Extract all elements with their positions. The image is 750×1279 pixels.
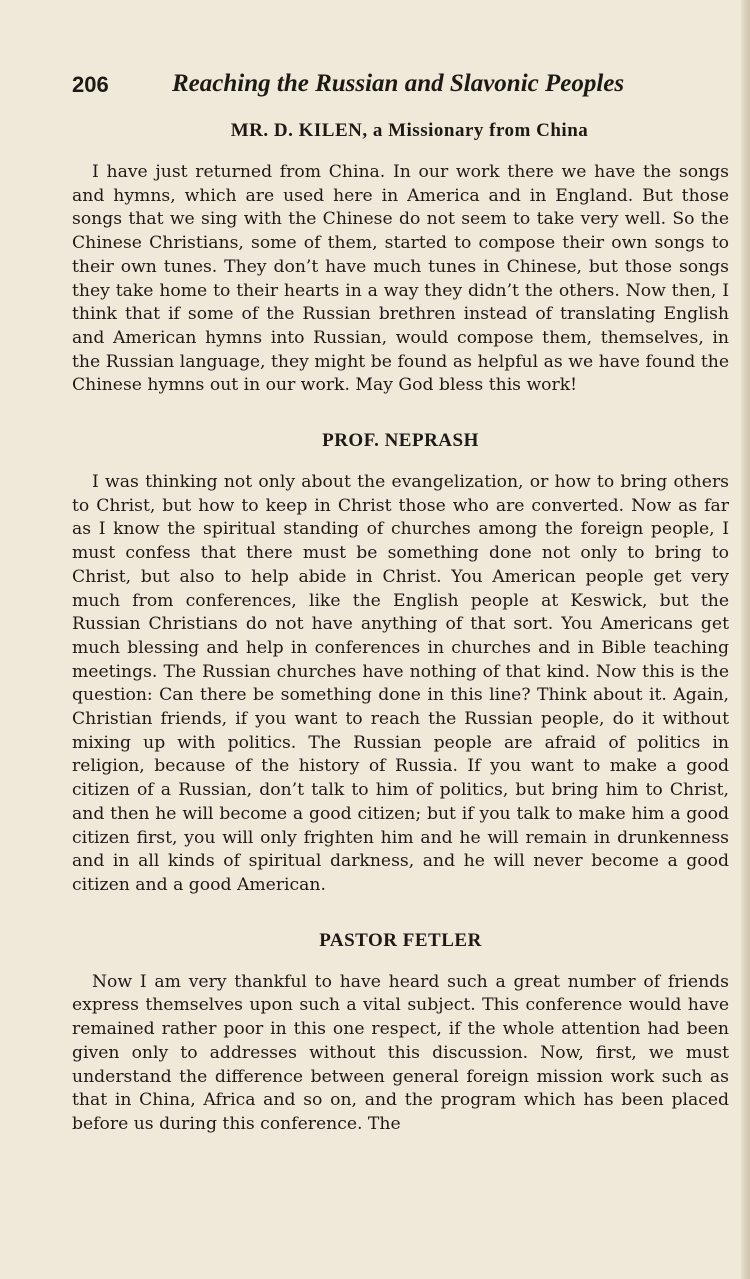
running-head bbox=[72, 72, 729, 102]
section-heading-fetler: PASTOR FETLER bbox=[319, 929, 482, 951]
section-heading-neprash: PROF. NEPRASH bbox=[322, 430, 479, 452]
paragraph-kilen: I have just returned from China. In our work there we have the songs and hymns, which are used here in America and in England. But those songs that we sing with the Chinese do not seem to take very well. So the Chinese Christians, some of them, started to compose their own songs to their own tunes. They don’t have much tunes in Chinese, but those songs they take home to their hearts in a way they didn’t the others. Now then, I think that if some of the Russian brethren instead of translating English and American hymns into Russian, would compose them, themselves, in the Russian language, they might be found as helpful as we have found the Chinese hymns out in our work. May God bless this work! bbox=[72, 162, 729, 396]
book-title: Reaching the Russian and Slavonic Peoples bbox=[172, 70, 625, 97]
book-page bbox=[72, 72, 729, 1137]
paragraph-fetler: Now I am very thankful to have heard such a great number of friends express themselves upon such a vital subject. This conference would have remained rather poor in this one respect, if the whole attention had been given only to addresses without this discussion. Now, first, we must understand the difference between general foreign mission work such as that in China, Africa and so on, and the program which has been placed before us during this conference. The bbox=[72, 971, 729, 1134]
section-heading-kilen: MR. D. KILEN, a Missionary from China bbox=[230, 120, 589, 141]
paragraph-neprash: I was thinking not only about the evangelization, or how to bring others to Christ, but how to keep in Christ those who are converted. Now as far as I know the spiritual standing of churches among the foreign people, I must confess that there must be something done not only to bring to Christ, but also to help abide in Christ. You American people get very much from conferences, like the English people at Keswick, but the Russian Christians do not have anything of that sort. You Americans get much blessing and help in conferences in churches and in Bible teaching meetings. The Russian churches have nothing of that kind. Now this is the question: Can there be something done in this line? Think about it. Again, Christian friends, if you want to reach the Russian people, do it without mixing up with politics. The Russian people are afraid of politics in religion, because of the history of Russia. If you want to make a good citizen of a Russian, don’t talk to him of politics, but bring him to Christ, and then he will become a good citizen; but if you talk to make him a good citizen first, you will only frighten him and he will remain in drunkenness and in all kinds of spiritual darkness, and he will never become a good citizen and a good American. bbox=[72, 472, 729, 895]
page-number: 206 bbox=[72, 72, 109, 97]
page-edge bbox=[741, 0, 750, 1279]
